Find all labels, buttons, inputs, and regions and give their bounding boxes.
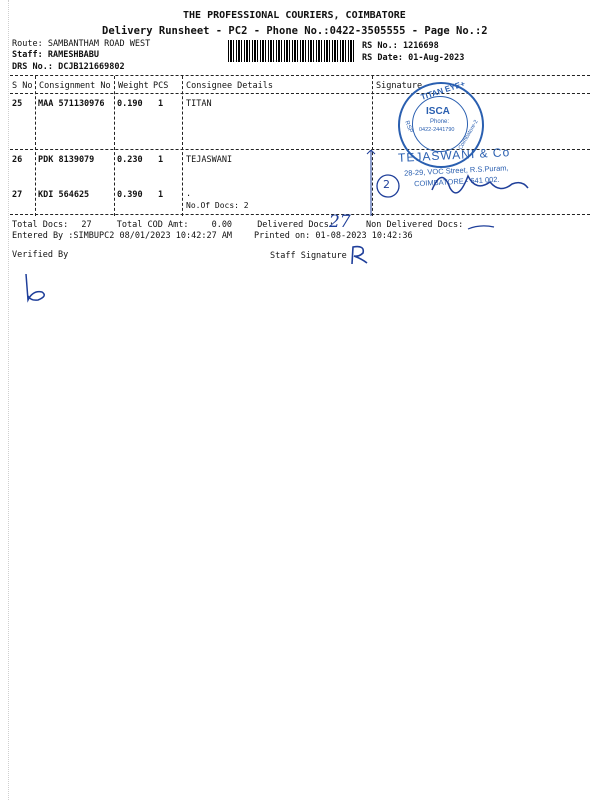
col-divider-1: [35, 76, 36, 216]
rs-no-line: [362, 41, 439, 51]
row-25-pcs: 1: [158, 99, 164, 109]
col-pcs: PCS: [153, 81, 169, 91]
row-26-pcs: 1: [158, 155, 164, 165]
row-27-docs-count: No.Of Docs: 2: [186, 201, 249, 210]
row-27-pcs: 1: [158, 190, 164, 200]
tejaswani-stamp-address-2: COIMBATORE - 641 002.: [413, 174, 500, 189]
tejaswani-stamp-name: TEJASWANI & Co: [397, 145, 511, 165]
staff-label: Staff:: [12, 50, 43, 60]
col-sno: S No: [12, 81, 33, 91]
staff-value: RAMESHBABU: [47, 50, 100, 60]
row-26-consignment: PDK 8139079: [38, 155, 95, 165]
row-26-weight: 0.230: [117, 155, 143, 165]
row-26-details: TEJASWANI: [186, 155, 233, 165]
stamp-phone-number: 0422-2441790: [419, 127, 455, 133]
rs-date-label: RS Date:: [362, 53, 403, 63]
col-details: Consignee Details: [186, 81, 273, 91]
verified-by-label: Verified By: [12, 250, 69, 260]
total-cod-label: Total COD Amt:: [116, 220, 189, 230]
row-27-weight: 0.390: [117, 190, 143, 200]
row-27-details: .: [186, 189, 192, 199]
route-label: Route:: [12, 39, 43, 49]
col-consignment: Consignment No: [39, 81, 111, 91]
rs-no-value: 1216698: [402, 41, 439, 51]
footer-totals: [12, 220, 334, 230]
row-27-consignment: KDI 564625: [38, 190, 90, 200]
drs-label: DRS No.:: [12, 62, 53, 72]
stamp-top-text: TITAN EYE+: [419, 79, 467, 102]
entered-by: Entered By :SIMBUPC2 08/01/2023 10:42:27 AM: [12, 231, 233, 241]
drs-line: [12, 62, 125, 72]
route-value: SAMBANTHAM ROAD WEST: [47, 39, 151, 49]
printed-on: Printed on: 01-08-2023 10:42:36: [254, 231, 413, 241]
stamp-side-text: RSP: [403, 120, 414, 134]
total-docs-value: 27: [81, 220, 92, 230]
row-25-sno: 25: [12, 99, 23, 109]
barcode-image: [228, 40, 355, 62]
row-27-sno: 27: [12, 190, 23, 200]
row-25-consignment: MAA 571130976: [38, 99, 105, 109]
non-delivered-label: Non Delivered Docs:: [366, 220, 464, 230]
total-cod-value: 0.00: [211, 220, 233, 230]
staff-line: [12, 50, 99, 60]
stamp-mid-text: ISCA: [426, 106, 450, 117]
staff-signature-mark: [346, 244, 372, 266]
delivered-label: Delivered Docs:: [257, 220, 334, 230]
staff-signature-label: Staff Signature: [270, 251, 347, 261]
col-weight: Weight: [118, 81, 149, 91]
route-line: [12, 39, 150, 49]
col-divider-2: [114, 76, 115, 216]
handwritten-dash: [466, 222, 496, 232]
row-25-weight: 0.190: [117, 99, 143, 109]
rs-date-value: 01-Aug-2023: [408, 53, 465, 63]
verifier-signature-mark: [20, 270, 60, 304]
drs-value: DCJB121669802: [58, 62, 125, 72]
col-signature: Signature: [376, 81, 423, 91]
table-bottom-rule: [10, 214, 590, 215]
rs-no-label: RS No.:: [362, 41, 398, 51]
tejaswani-stamp-address-1: 28-29, VOC Street, R.S.Puram,: [403, 163, 509, 178]
runsheet-subtitle: Delivery Runsheet - PC2 - Phone No.:0422-3505555 - Page No.:2: [102, 25, 488, 37]
stamp-right-text: Coimbatore-2: [457, 119, 480, 151]
table-top-rule: [10, 75, 590, 76]
receiver-signature-mark: [372, 162, 532, 206]
stamp-phone-label: Phone:: [430, 119, 450, 125]
rs-date-line: [362, 53, 464, 63]
handwritten-delivered-count: 27: [329, 212, 351, 232]
page-margin-line: [8, 0, 9, 800]
row-26-sno: 26: [12, 155, 23, 165]
col-divider-3: [182, 76, 183, 216]
total-docs-label: Total Docs:: [12, 220, 69, 230]
handwritten-row-mark: 2: [383, 178, 390, 191]
table-header-rule: [10, 93, 590, 94]
row-25-details: TITAN: [186, 99, 212, 109]
company-title: THE PROFESSIONAL COURIERS, COIMBATORE: [183, 10, 406, 21]
